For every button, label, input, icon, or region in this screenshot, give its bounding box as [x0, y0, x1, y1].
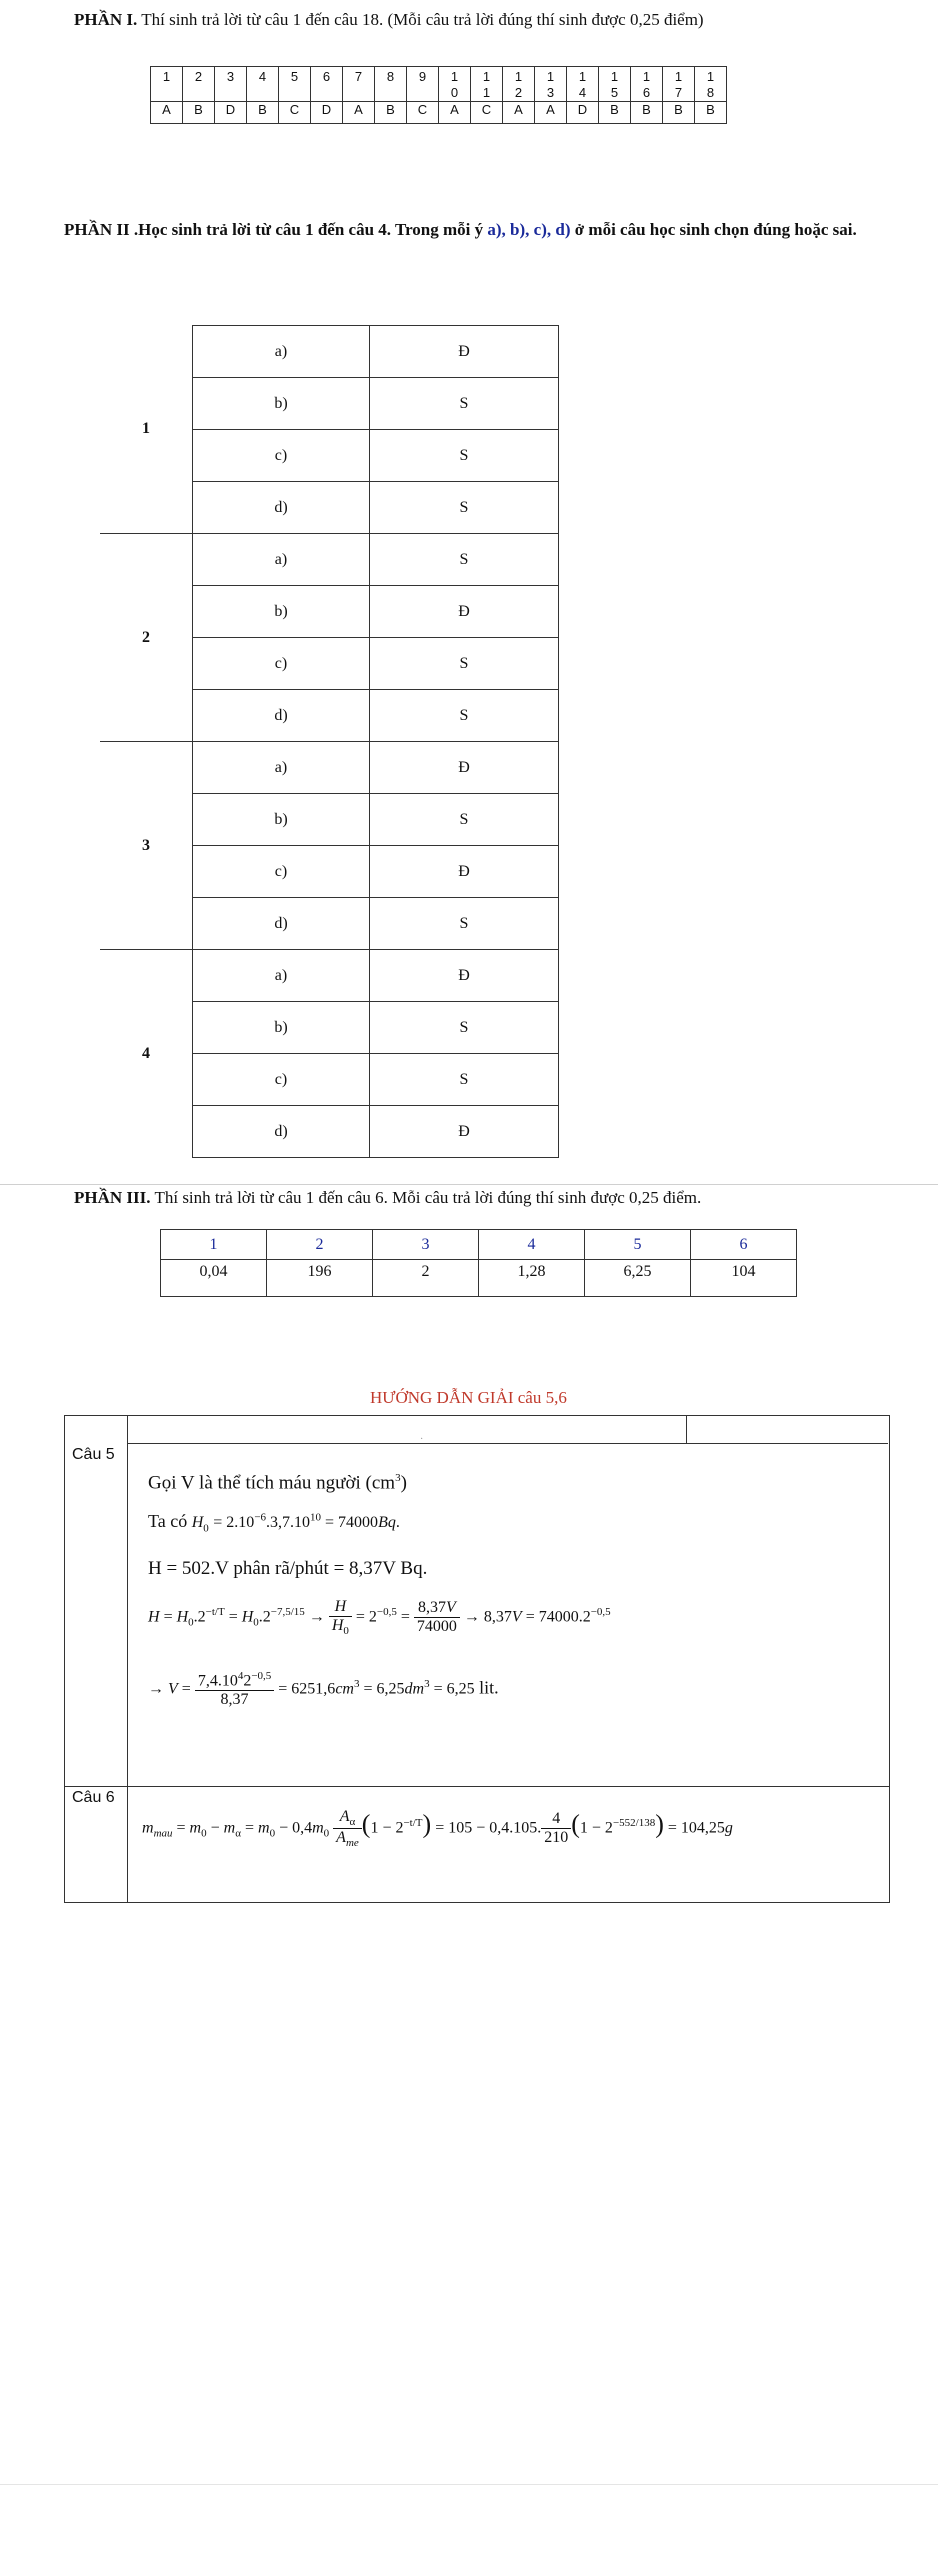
part2-answer-value: Đ	[370, 846, 559, 898]
part2-row	[100, 326, 559, 378]
part3-question-number: 5	[585, 1230, 691, 1260]
part2-answer-value: S	[370, 482, 559, 534]
part2-answer-value: S	[370, 690, 559, 742]
part1-answer: D	[215, 102, 247, 124]
q5-label: Câu 5	[72, 1446, 115, 1463]
part2-row	[100, 534, 559, 586]
part1-question-number: 1 4	[567, 67, 599, 102]
part1-answer: A	[439, 102, 471, 124]
part2-answer-value: S	[370, 638, 559, 690]
q5-line2: Ta có $H_0 = 2.10^{-6}.3,7.10^{10} = 74000Bq$.	[148, 1511, 400, 1535]
part2-row	[100, 742, 559, 794]
part1-question-number: 8	[375, 67, 407, 102]
part1-answer: C	[471, 102, 503, 124]
part1-question-number: 5	[279, 67, 311, 102]
part1-answer-table	[150, 66, 727, 124]
part3-answer-table	[160, 1229, 797, 1297]
part1-question-number: 3	[215, 67, 247, 102]
part1-question-number: 7	[343, 67, 375, 102]
part2-question-number: 4	[100, 950, 193, 1158]
part3-question-number: 2	[267, 1230, 373, 1260]
part2-part-label: b)	[193, 378, 370, 430]
part2-answer-value: S	[370, 1002, 559, 1054]
part1-question-number: 1 8	[695, 67, 727, 102]
q6-line: $m_{mau} = m_0 - m_\alpha = m_0 - 0,4m_0$ $A_\alpha$ $A_{me}$ $(1 - 2^{-t/T}) = 105 - 0,4.105$. $\frac{4}{210}$ $(1 - 2^{-552/138}) = 104,25g$	[142, 1808, 733, 1850]
part2-part-label: a)	[193, 326, 370, 378]
part3-question-number: 1	[161, 1230, 267, 1260]
part1-answer: D	[567, 102, 599, 124]
part1-answer: B	[247, 102, 279, 124]
part2-part-label: d)	[193, 482, 370, 534]
part2-question-number: 2	[100, 534, 193, 742]
guide-title: HƯỚNG DẪN GIẢI câu 5,6	[370, 1388, 567, 1407]
part1-question-number: 1	[151, 67, 183, 102]
part1-question-number: 1 5	[599, 67, 631, 102]
part2-answer-value: S	[370, 1054, 559, 1106]
part1-question-number: 1 6	[631, 67, 663, 102]
part1-answer: A	[535, 102, 567, 124]
part1-title: PHẦN I. Thí sinh trả lời từ câu 1 đến câu 18. (Mỗi câu trả lời đúng thí sinh được 0,25 điểm)	[74, 10, 704, 29]
part1-answer: B	[375, 102, 407, 124]
part3-question-number: 3	[373, 1230, 479, 1260]
part1-answer: A	[503, 102, 535, 124]
solution-box-header-split	[686, 1415, 687, 1443]
part3-answer: 1,28	[479, 1260, 585, 1297]
part3-answer: 196	[267, 1260, 373, 1297]
solution-box-divider	[127, 1415, 128, 1903]
part1-answer: D	[311, 102, 343, 124]
part1-question-number: 1 1	[471, 67, 503, 102]
part1-answer: C	[407, 102, 439, 124]
part1-answer: B	[599, 102, 631, 124]
part3-question-number: 6	[691, 1230, 797, 1260]
part3-title: PHẦN III. Thí sinh trả lời từ câu 1 đến câu 6. Mỗi câu trả lời đúng thí sinh được 0,25 điểm.	[74, 1188, 702, 1207]
part2-part-label: c)	[193, 638, 370, 690]
part2-answer-value: Đ	[370, 1106, 559, 1158]
part1-question-number: 9	[407, 67, 439, 102]
part1-question-number: 1 7	[663, 67, 695, 102]
part1-question-number: 2	[183, 67, 215, 102]
part3-answer: 104	[691, 1260, 797, 1297]
part2-answer-value: Đ	[370, 742, 559, 794]
part2-part-label: a)	[193, 534, 370, 586]
part1-answer: B	[631, 102, 663, 124]
part1-question-number: 6	[311, 67, 343, 102]
part2-answer-value: S	[370, 794, 559, 846]
part2-part-label: b)	[193, 586, 370, 638]
q5-line3: H = 502.V phân rã/phút = 8,37V Bq.	[148, 1558, 428, 1579]
part1-question-number: 1 3	[535, 67, 567, 102]
part2-answer-value: Đ	[370, 950, 559, 1002]
part2-row	[100, 950, 559, 1002]
part2-part-label: b)	[193, 1002, 370, 1054]
part2-answer-value: S	[370, 430, 559, 482]
solution-box-header-line	[127, 1443, 888, 1444]
q5-line1: Gọi V là thể tích máu người $(cm^3)$	[148, 1472, 407, 1494]
part3-answer: 6,25	[585, 1260, 691, 1297]
part2-title: PHẦN II .Học sinh trả lời từ câu 1 đến câu 4. Trong mỗi ý a), b), c), d) ở mỗi câu học sinh chọn đúng hoặc sai.	[64, 220, 857, 239]
part1-question-number: 1 0	[439, 67, 471, 102]
part1-answer: B	[183, 102, 215, 124]
part1-answer: A	[151, 102, 183, 124]
part1-answer: A	[343, 102, 375, 124]
part2-true-false-table	[100, 325, 559, 1158]
part2-answer-value: S	[370, 898, 559, 950]
part2-answer-value: Đ	[370, 586, 559, 638]
part2-part-label: d)	[193, 1106, 370, 1158]
part1-question-number: 1 2	[503, 67, 535, 102]
part2-part-label: c)	[193, 1054, 370, 1106]
part2-part-label: d)	[193, 690, 370, 742]
part1-answer: C	[279, 102, 311, 124]
part2-part-label: a)	[193, 950, 370, 1002]
part1-answer: B	[695, 102, 727, 124]
q5-line4: $H = H_0.2^{-t/T} = H_0.2^{-7,5/15}$ → $\frac{H}{H_0}$ = $2^{-0,5}$ = $\frac{8,37V}{74000}$ → $8,37V = 74000.2^{-0,5}$	[148, 1598, 611, 1638]
part2-answer-value: S	[370, 378, 559, 430]
part3-answer: 0,04	[161, 1260, 267, 1297]
q5-line5: → V = $\frac{7,4.10^42^{-0,5}}{8,37}$ = $6251,6cm^3 = 6,25dm^3 = 6,25$ lit.	[148, 1670, 499, 1709]
section-divider	[0, 1184, 938, 1185]
part2-part-label: c)	[193, 430, 370, 482]
part2-part-label: a)	[193, 742, 370, 794]
part2-question-number: 1	[142, 420, 150, 438]
part1-question-number: 4	[247, 67, 279, 102]
q6-label: Câu 6	[72, 1789, 115, 1806]
part1-answer: B	[663, 102, 695, 124]
part3-answer: 2	[373, 1260, 479, 1297]
page-bottom-line	[0, 2484, 938, 2485]
part3-question-number: 4	[479, 1230, 585, 1260]
part2-part-label: b)	[193, 794, 370, 846]
header-dot: ·	[420, 1434, 424, 1445]
part2-part-label: d)	[193, 898, 370, 950]
part2-question-number: 3	[100, 742, 193, 950]
part2-part-label: c)	[193, 846, 370, 898]
part2-answer-value: S	[370, 534, 559, 586]
part2-answer-value: Đ	[370, 326, 559, 378]
solution-box-row-line	[64, 1786, 889, 1787]
